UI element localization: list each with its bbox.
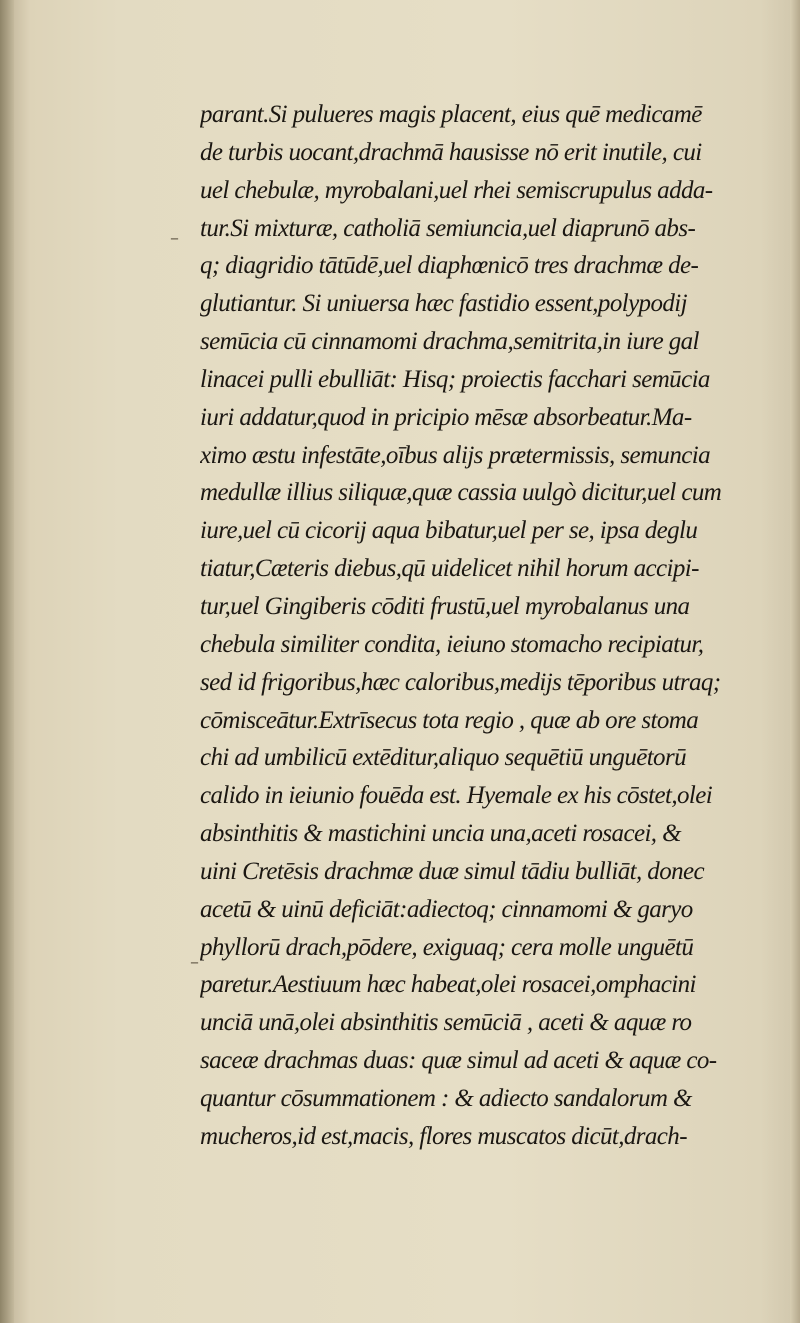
text-line: medullæ illius siliquæ,quæ cassia uulgò dicitur,uel cum	[200, 479, 722, 507]
text-line: calido in ieiunio fouēda est. Hyemale ex his cōstet,olei	[200, 782, 713, 810]
text-line: ximo æstu infestāte,oībus alijs prætermissis, semuncia	[200, 441, 710, 469]
text-line: parant.Si pulueres magis placent, eius quē medicamē	[200, 101, 702, 128]
text-line: chi ad umbilicū extēditur,aliquo sequētiū unguētorū	[200, 744, 686, 772]
text-line: de turbis uocant,drachmā hausisse nō erit inutile, cui	[200, 138, 702, 166]
text-line: sed id frigoribus,hæc caloribus,medijs tēporibus utraq;	[200, 668, 721, 696]
text-line: glutiantur. Si uniuersa hæc fastidio essent,polypodij	[200, 290, 687, 318]
text-line: tiatur,Cæteris diebus,qū uidelicet nihil horum accipi-	[200, 555, 699, 583]
body-text	[200, 96, 796, 1156]
text-line: tur.Si mixturæ, catholiā semiuncia,uel diaprunō abs-	[200, 214, 696, 242]
text-line: phyllorū drach,pōdere, exiguaq; cera molle unguētū	[200, 933, 694, 961]
text-line: paretur.Aestiuum hæc habeat,olei rosacei,omphacini	[200, 971, 696, 999]
text-line: mucheros,id est,macis, flores muscatos dicūt,drach-	[200, 1122, 687, 1150]
text-line: tur,uel Gingiberis cōditi frustū,uel myrobalanus una	[200, 592, 690, 620]
text-line: saceæ drachmas duas: quæ simul ad aceti & aquæ co-	[200, 1047, 717, 1075]
margin-dash: –	[190, 952, 199, 973]
text-line: q; diagridio tātūdē,uel diaphœnicō tres drachmæ de-	[200, 252, 699, 280]
text-line: iure,uel cū cicorij aqua bibatur,uel per se, ipsa deglu	[200, 517, 698, 545]
text-line: uel chebulæ, myrobalani,uel rhei semiscrupulus adda-	[200, 176, 713, 204]
text-line: chebula similiter condita, ieiuno stomacho recipiatur,	[200, 630, 704, 658]
page-gutter	[0, 0, 14, 1323]
text-line: cōmisceātur.Extrīsecus tota regio , quæ ab ore stoma	[200, 706, 699, 734]
text-line: semūcia cū cinnamomi drachma,semitrita,in iure gal	[200, 328, 699, 356]
text-line: acetū & uinū deficiāt:adiectoq; cinnamomi & garyo	[200, 895, 693, 923]
text-line: iuri addatur,quod in pricipio mēsæ absorbeatur.Ma-	[200, 403, 692, 431]
text-line: unciā unā,olei absinthitis semūciā , aceti & aquæ ro	[200, 1009, 692, 1037]
text-line: absinthitis & mastichini uncia una,aceti rosacei, &	[200, 820, 681, 848]
text-line: linacei pulli ebulliāt: Hisq; proiectis facchari semūcia	[200, 365, 710, 393]
text-line: quantur cōsummationem : & adiecto sandalorum &	[200, 1084, 692, 1112]
margin-dash: –	[170, 228, 179, 249]
text-line: uini Cretēsis drachmæ duæ simul tādiu bulliāt, donec	[200, 857, 704, 885]
